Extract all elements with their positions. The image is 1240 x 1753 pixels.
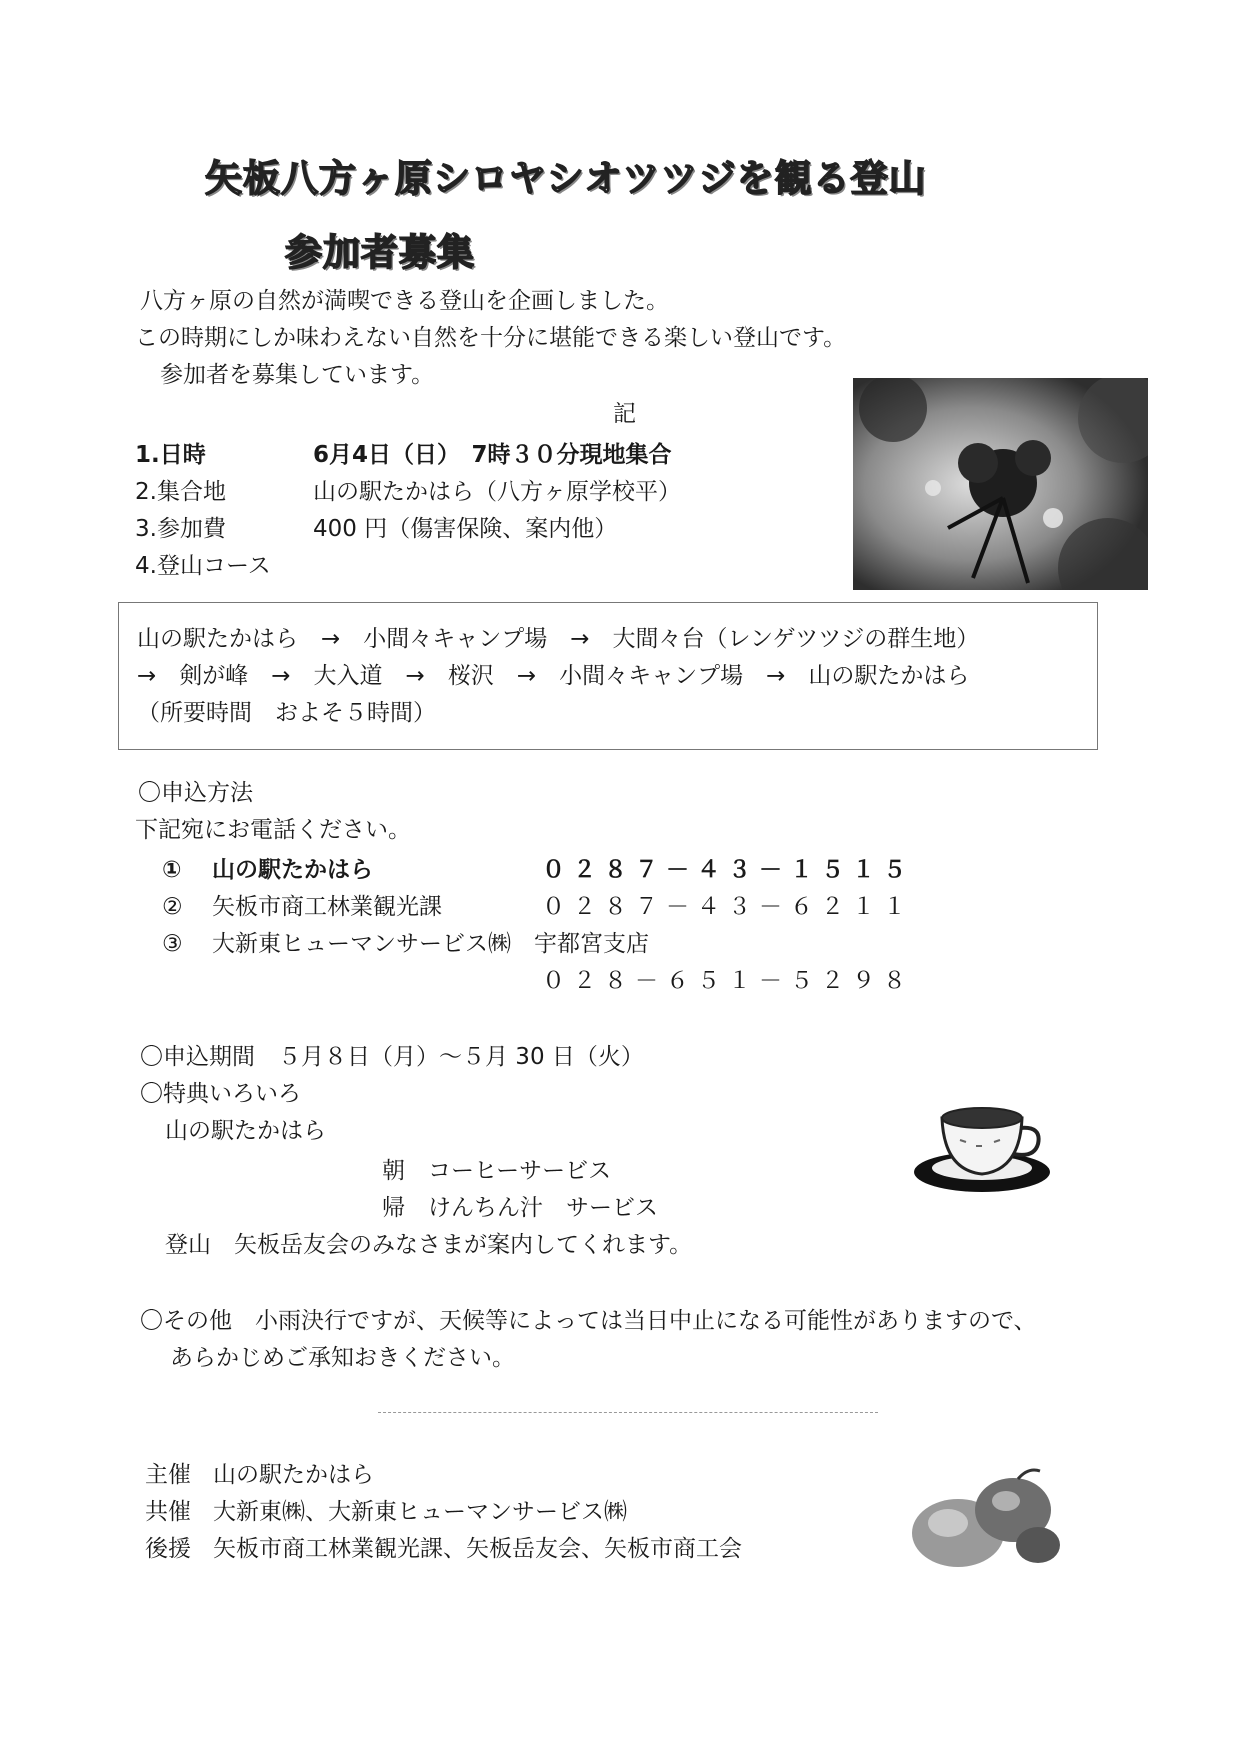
contact-phone: ０２８７－４３－６２１１	[542, 894, 914, 920]
route-line-3: （所要時間 およそ５時間）	[137, 700, 436, 726]
perks-guide: 登山 矢板岳友会のみなさまが案内してくれます。	[165, 1232, 693, 1258]
apply-sub: 下記宛にお電話ください。	[135, 817, 411, 843]
other-line-2: あらかじめご承知おきください。	[170, 1345, 515, 1371]
contact-num: ②	[162, 894, 183, 920]
route-box	[118, 602, 1098, 750]
coffee-cup-icon	[910, 1090, 1060, 1200]
org-value: 大新東㈱、大新東ヒューマンサービス㈱	[213, 1499, 627, 1525]
route-line-2: → 剣が峰 → 大入道 → 桜沢 → 小間々キャンプ場 → 山の駅たかはら	[137, 663, 970, 689]
contact-row	[162, 852, 914, 888]
intro-line-1: 八方ヶ原の自然が満喫できる登山を企画しました。	[140, 288, 669, 314]
detail-label: 1.日時	[135, 442, 206, 468]
contact-row	[162, 926, 649, 962]
detail-date	[135, 437, 672, 473]
page-title: 矢板八方ヶ原シロヤシオツツジを観る登山	[205, 156, 927, 200]
detail-value: 6月4日（日） 7時３０分現地集合	[313, 442, 672, 468]
apply-heading: 〇申込方法	[138, 780, 253, 806]
perks-heading: 〇特典いろいろ	[140, 1081, 301, 1107]
detail-label: 2.集合地	[135, 479, 226, 505]
perks-place: 山の駅たかはら	[165, 1118, 326, 1144]
org-label: 主催	[145, 1462, 191, 1488]
page-subtitle: 参加者募集	[285, 230, 475, 274]
intro-line-2: この時期にしか味わえない自然を十分に堪能できる楽しい登山です。	[135, 325, 847, 351]
detail-place	[135, 474, 681, 510]
perks-morning: 朝 コーヒーサービス	[382, 1158, 612, 1184]
detail-fee	[135, 511, 617, 547]
contact-name: 矢板市商工林業観光課	[212, 894, 442, 920]
contact-row	[162, 889, 914, 925]
apply-period: 〇申込期間 ５月８日（月）～５月 30 日（火）	[140, 1044, 644, 1070]
org-value: 矢板市商工林業観光課、矢板岳友会、矢板市商工会	[213, 1536, 742, 1562]
intro-line-3: 参加者を募集しています。	[160, 362, 435, 388]
org-value: 山の駅たかはら	[213, 1462, 374, 1488]
detail-label: 4.登山コース	[135, 553, 271, 579]
org-cohost	[145, 1494, 627, 1530]
contact-phone: ０２８－６５１－５２９８	[542, 968, 914, 994]
ki-label: 記	[613, 401, 636, 427]
org-label: 後援	[145, 1536, 191, 1562]
contact-num: ①	[162, 857, 182, 883]
fruit-illustration	[898, 1465, 1068, 1575]
contact-name: 大新東ヒューマンサービス㈱ 宇都宮支店	[212, 931, 649, 957]
contact-phone: ０２８７－４３－１５１５	[542, 857, 914, 883]
detail-course	[135, 548, 271, 584]
contact-num: ③	[162, 931, 183, 957]
azalea-photo	[853, 378, 1148, 590]
route-line-1: 山の駅たかはら → 小間々キャンプ場 → 大間々台（レンゲツツジの群生地）	[137, 626, 980, 652]
detail-label: 3.参加費	[135, 516, 226, 542]
other-line-1: 〇その他 小雨決行ですが、天候等によっては当日中止になる可能性がありますので、	[140, 1308, 1037, 1334]
detail-value: 山の駅たかはら（八方ヶ原学校平）	[313, 479, 681, 505]
detail-value: 400 円（傷害保険、案内他）	[313, 516, 618, 542]
org-support	[145, 1531, 742, 1567]
org-host	[145, 1457, 374, 1493]
divider	[378, 1412, 878, 1413]
contact-name: 山の駅たかはら	[212, 857, 373, 883]
perks-return: 帰 けんちん汁 サービス	[382, 1195, 658, 1221]
org-label: 共催	[145, 1499, 191, 1525]
